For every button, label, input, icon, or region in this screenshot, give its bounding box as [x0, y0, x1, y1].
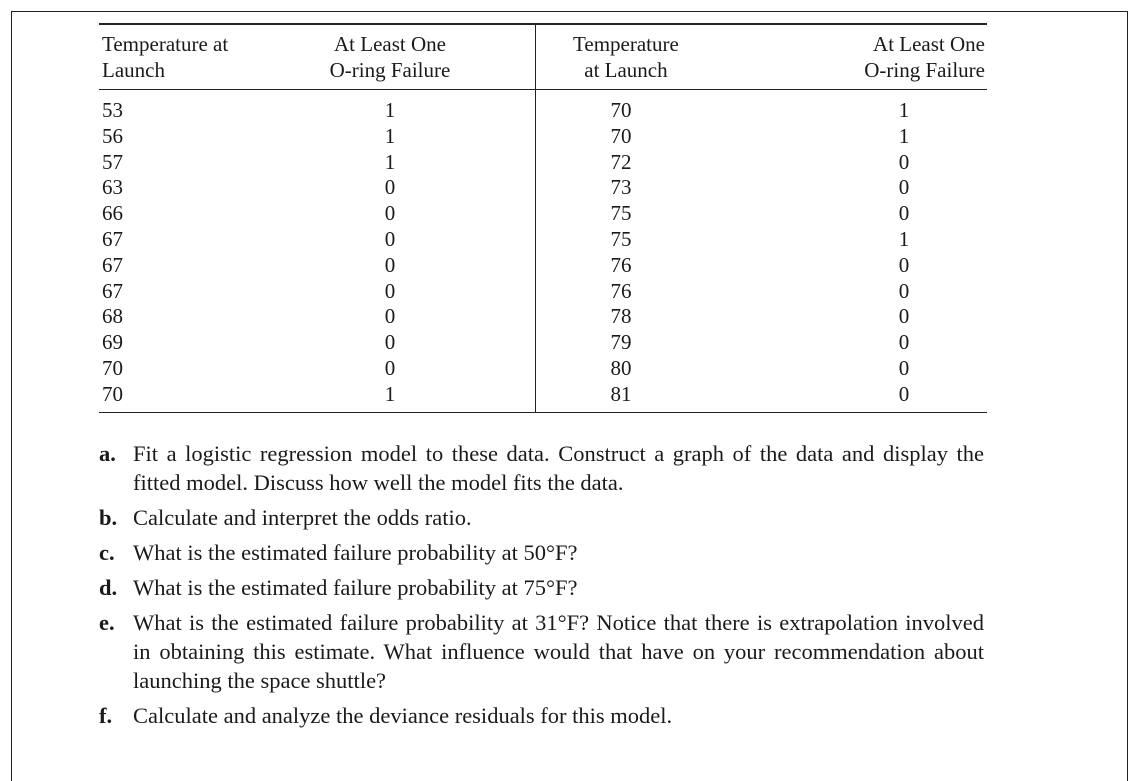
table-row	[99, 279, 987, 305]
table-row	[99, 356, 987, 382]
temperature-cell: 70	[610, 123, 632, 148]
question-list	[99, 439, 984, 736]
document-page	[11, 11, 1128, 781]
temperature-cell: 68	[102, 304, 123, 329]
temperature-cell: 69	[102, 330, 123, 355]
question-text: What is the estimated failure probability at 75°F?	[133, 575, 578, 600]
failure-cell: 0	[898, 252, 910, 277]
temperature-cell: 67	[102, 226, 123, 251]
temperature-cell: 75	[610, 226, 632, 251]
question-text: Calculate and interpret the odds ratio.	[133, 505, 472, 530]
question-item	[99, 538, 984, 567]
failure-cell: 0	[285, 175, 535, 201]
question-label: c.	[99, 540, 115, 565]
failure-cell: 1	[898, 98, 910, 122]
failure-cell: 1	[285, 382, 535, 412]
temperature-cell: 57	[102, 149, 123, 174]
question-label: b.	[99, 505, 118, 530]
failure-cell: 0	[285, 201, 535, 227]
failure-cell: 0	[898, 175, 910, 200]
question-item	[99, 439, 984, 497]
temperature-cell: 79	[610, 330, 632, 355]
table-row	[99, 330, 987, 356]
table-row	[99, 90, 987, 124]
temperature-cell: 78	[610, 304, 632, 329]
question-label: d.	[99, 575, 118, 600]
failure-cell: 0	[285, 227, 535, 253]
failure-cell: 0	[898, 330, 910, 355]
failure-cell: 0	[898, 149, 910, 174]
failure-cell: 1	[285, 124, 535, 150]
question-text: Fit a logistic regression model to these data. Construct a graph of the data and display the fitted model. Discuss how well the model fits the data.	[133, 441, 984, 495]
temperature-cell: 70	[102, 355, 123, 380]
temperature-cell: 72	[610, 149, 632, 174]
temperature-cell: 76	[610, 278, 632, 303]
failure-cell: 0	[898, 304, 910, 329]
temperature-cell: 75	[610, 201, 632, 226]
header-temperature-2: Temperature at Launch	[573, 32, 679, 82]
question-text: Calculate and analyze the deviance residuals for this model.	[133, 703, 673, 728]
table-body	[99, 90, 987, 413]
temperature-cell: 80	[610, 355, 632, 380]
header-failure-1: At Least One O-ring Failure	[285, 24, 535, 90]
question-label: e.	[99, 610, 115, 635]
temperature-cell: 53	[102, 98, 123, 122]
table-row	[99, 201, 987, 227]
question-label: a.	[99, 441, 116, 466]
temperature-cell: 70	[102, 381, 123, 406]
temperature-cell: 56	[102, 123, 123, 148]
temperature-cell: 76	[610, 252, 632, 277]
failure-cell: 0	[898, 355, 910, 380]
failure-cell: 0	[285, 279, 535, 305]
table-row	[99, 304, 987, 330]
question-text: What is the estimated failure probability at 31°F? Notice that there is extrapolation involved in obtaining this estimate. What influence would that have on your recommendation about launching the space shuttle?	[133, 610, 984, 693]
failure-cell: 0	[285, 253, 535, 279]
temperature-cell: 70	[610, 98, 632, 122]
temperature-cell: 63	[102, 175, 123, 200]
failure-cell: 0	[285, 330, 535, 356]
temperature-cell: 81	[610, 381, 632, 406]
table-row	[99, 150, 987, 176]
temperature-cell: 67	[102, 252, 123, 277]
failure-cell: 0	[898, 381, 910, 406]
table-row	[99, 124, 987, 150]
failure-cell: 0	[285, 356, 535, 382]
table-row	[99, 227, 987, 253]
question-item	[99, 701, 984, 730]
question-item	[99, 503, 984, 532]
question-label: f.	[99, 703, 113, 728]
table-row	[99, 175, 987, 201]
header-failure-2: At Least One O-ring Failure	[864, 32, 985, 82]
failure-cell: 0	[285, 304, 535, 330]
temperature-cell: 66	[102, 201, 123, 226]
header-temperature-1: Temperature at Launch	[102, 32, 229, 82]
question-item	[99, 608, 984, 695]
question-item	[99, 573, 984, 602]
failure-cell: 1	[285, 90, 535, 124]
failure-cell: 1	[285, 150, 535, 176]
table-row	[99, 253, 987, 279]
table-header-row	[99, 24, 987, 90]
table-row	[99, 382, 987, 412]
failure-cell: 1	[898, 123, 910, 148]
failure-cell: 0	[898, 201, 910, 226]
failure-cell: 1	[898, 226, 910, 251]
temperature-cell: 67	[102, 278, 123, 303]
oring-data-table	[99, 23, 987, 413]
question-text: What is the estimated failure probability at 50°F?	[133, 540, 578, 565]
failure-cell: 0	[898, 278, 910, 303]
temperature-cell: 73	[610, 175, 632, 200]
